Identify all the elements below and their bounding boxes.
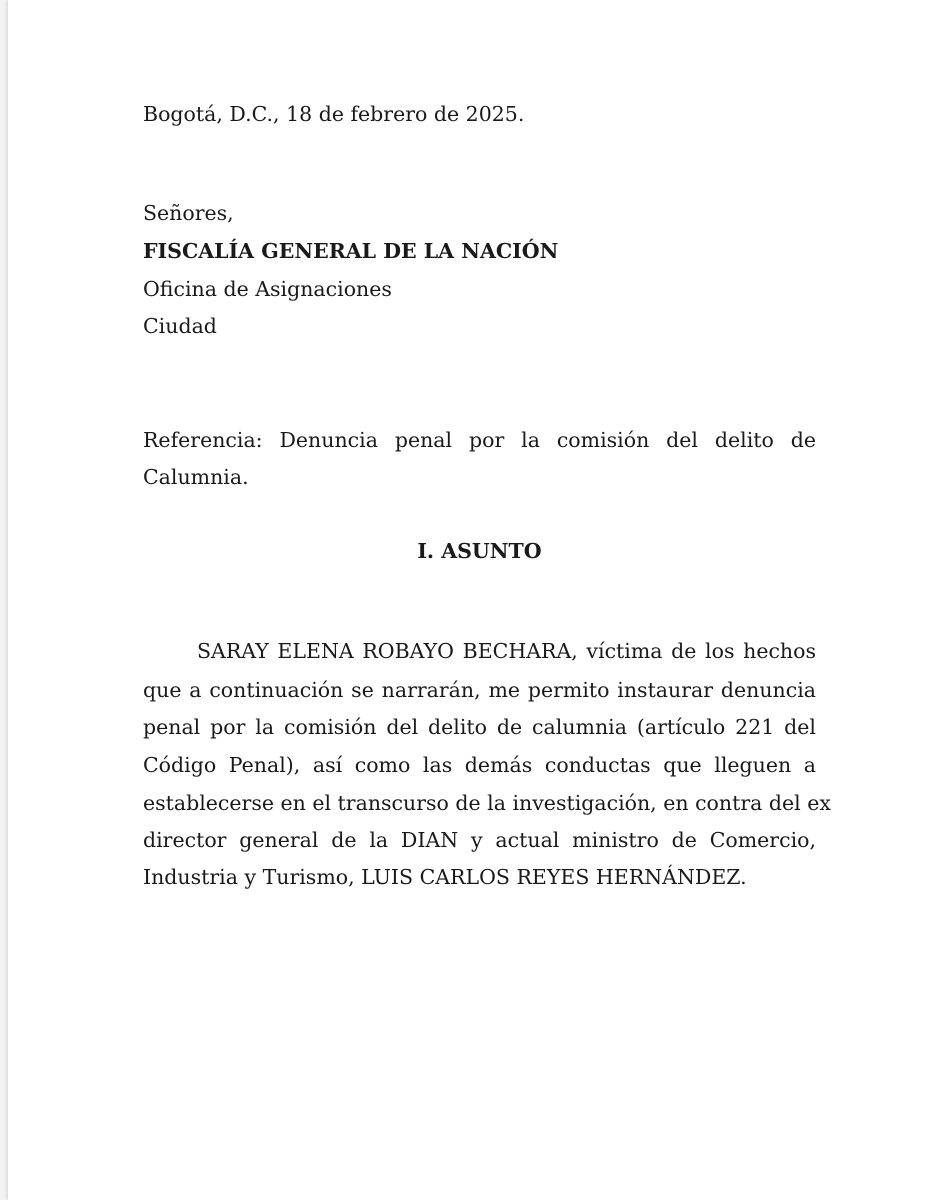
document-page bbox=[8, 0, 945, 1200]
salutation: Señores, bbox=[143, 201, 234, 225]
reference-line-2: Calumnia. bbox=[143, 465, 249, 489]
reference-line-1: Referencia: Denuncia penal por la comisión del delito de bbox=[143, 428, 816, 452]
paragraph-line-7: Industria y Turismo, LUIS CARLOS REYES HERNÁNDEZ. bbox=[143, 865, 747, 889]
paragraph-line-5: establecerse en el transcurso de la investigación, en contra del ex bbox=[143, 791, 831, 815]
paragraph-line-2: que a continuación se narrarán, me permito instaurar denuncia bbox=[143, 678, 816, 702]
city: Ciudad bbox=[143, 314, 217, 338]
office-name: Oficina de Asignaciones bbox=[143, 277, 392, 301]
section-heading: I. ASUNTO bbox=[417, 539, 542, 563]
institution-name: FISCALÍA GENERAL DE LA NACIÓN bbox=[143, 239, 559, 263]
paragraph-line-3: penal por la comisión del delito de calumnia (artículo 221 del bbox=[143, 715, 816, 739]
date-line: Bogotá, D.C., 18 de febrero de 2025. bbox=[143, 102, 525, 126]
paragraph-line-4: Código Penal), así como las demás conductas que lleguen a bbox=[143, 753, 816, 777]
paragraph-line-1: SARAY ELENA ROBAYO BECHARA, víctima de los hechos bbox=[197, 639, 816, 663]
paragraph-line-6: director general de la DIAN y actual ministro de Comercio, bbox=[143, 828, 816, 852]
